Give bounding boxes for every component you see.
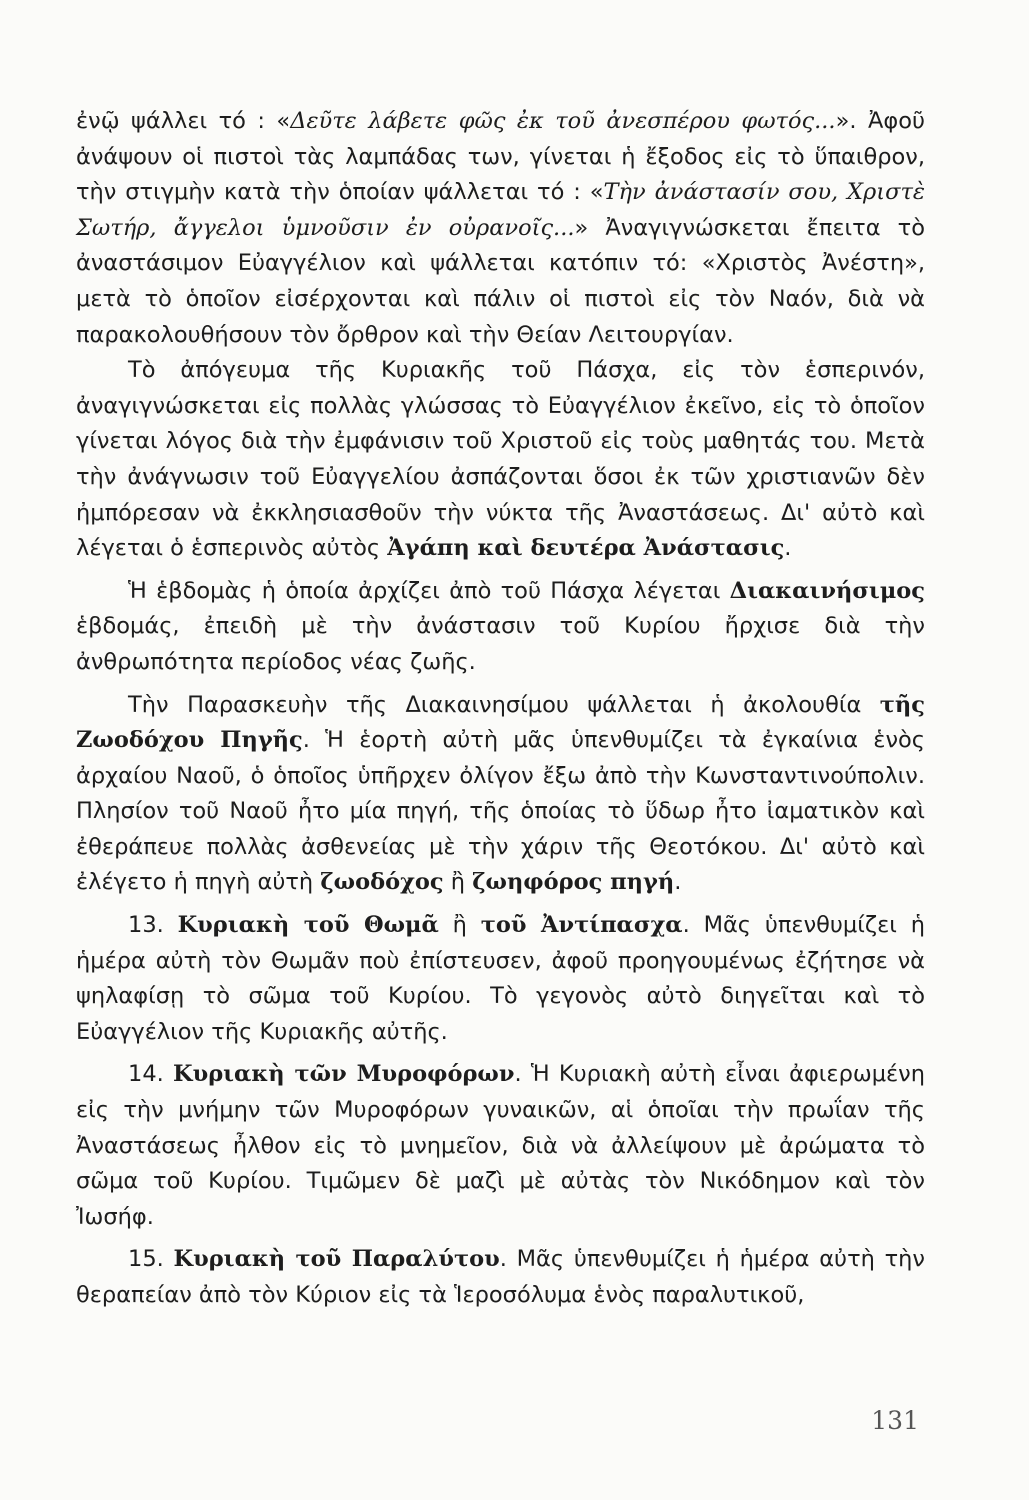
- page-text: [76, 104, 925, 1314]
- text-run: .: [784, 535, 792, 562]
- bold-term: ζωοδόχος: [320, 869, 444, 896]
- text-run: . Ἡ Κυριακὴ αὐτὴ εἶναι ἀφιερωμένη εἰς τὴν μνήμην τῶν Μυροφόρων γυναικῶν, αἱ ὁποῖαι τὴν πρωΐαν τῆς Ἀναστάσεως ἦλθον εἰς τὸ μνημεῖον, διὰ νὰ ἀλλείψουν μὲ ἀρώματα τὸ σῶμα τοῦ Κυρίου. Τιμῶμεν δὲ μαζὶ μὲ αὐτὰς τὸν Νικόδημον καὶ τὸν Ἰωσήφ.: [76, 1061, 925, 1230]
- bold-term: Κυριακὴ τοῦ Θωμᾶ: [177, 912, 439, 939]
- text-run: . Ἡ ἑορτὴ αὐτὴ μᾶς ὑπενθυμίζει τὰ ἐγκαίνια ἑνὸς ἀρχαίου Ναοῦ, ὁ ὁποῖος ὑπῆρχεν ὀλίγον ἔξω ἀπὸ τὴν Κωνσταντινούπολιν. Πλησίον τοῦ Ναοῦ ἦτο μία πηγή, τῆς ὁποίας τὸ ὕδωρ ἦτο ἰαματικὸν καὶ ἐθεράπευε πολλὰς ἀσθενείας μὲ τὴν χάριν τῆς Θεοτόκου. Δι' αὐτὸ καὶ ἐλέγετο ἡ πηγὴ αὐτὴ: [76, 727, 926, 896]
- text-run: Τὸ ἀπόγευμα τῆς Κυριακῆς τοῦ Πάσχα, εἰς τὸν ἑσπερινόν, ἀναγιγνώσκεται εἰς πολλὰς γλώσσας τὸ Εὐαγγέλιον ἐκεῖνο, εἰς τὸ ὁποῖον γίνεται λόγος διὰ τὴν ἐμφάνισιν τοῦ Χριστοῦ εἰς τοὺς μαθητάς του. Μετὰ τὴν ἀνάγνωσιν τοῦ Εὐαγγελίου ἀσπάζονται ὅσοι ἐκ τῶν χριστιανῶν δὲν ἠμπόρεσαν νὰ ἐκκλησιασθοῦν τὴν νύκτα τῆς Ἀναστάσεως. Δι' αὐτὸ καὶ λέγεται ὁ ἑσπερινὸς αὐτὸς: [76, 357, 925, 562]
- text-run: » Ἀναγιγνώσκεται ἔπειτα τὸ ἀναστάσιμον Εὐαγγέλιον καὶ ψάλλεται κατόπιν τό: «Χριστὸς Ἀνέστη», μετὰ τὸ ὁποῖον εἰσέρχονται καὶ πάλιν οἱ πιστοὶ εἰς τὸν Ναόν, διὰ νὰ παρακολουθήσουν τὸν ὄρθρον καὶ τὴν Θείαν Λειτουργίαν.: [76, 214, 925, 348]
- paragraph-myrrh-bearers: [76, 1057, 925, 1235]
- text-run: ἑβδομάς, ἐπειδὴ μὲ τὴν ἀνάστασιν τοῦ Κυρίου ἤρχισε διὰ τὴν ἀνθρωπότητα περίοδος νέας ζωῆς.: [76, 613, 925, 675]
- paragraph-renewal-week: [76, 574, 925, 681]
- text-run: ἢ: [438, 912, 481, 939]
- paragraph-easter-service: [76, 104, 925, 353]
- text-run: ἢ: [443, 869, 473, 896]
- page-number: 131: [871, 1406, 919, 1435]
- paragraph-easter-vespers: [76, 353, 925, 567]
- section-number: 15.: [128, 1246, 174, 1273]
- text-run: . Μᾶς ὑπενθυμίζει ἡ ἡμέρα αὐτὴ τὸν Θωμᾶν ποὺ ἐπίστευσεν, ἀφοῦ προηγουμένως ἐζήτησε νὰ ψηλαφίσῃ τὸ σῶμα τοῦ Κυρίου. Τὸ γεγονὸς αὐτὸ διηγεῖται καὶ τὸ Εὐαγγέλιον τῆς Κυριακῆς αὐτῆς.: [76, 912, 925, 1045]
- text-run: Τὴν Παρασκευὴν τῆς Διακαινησίμου ψάλλεται ἡ ἀκολουθία: [128, 691, 880, 718]
- text-run: .: [674, 869, 682, 896]
- section-number: 14.: [128, 1061, 174, 1088]
- bold-term: τῆς Ζωοδόχου Πηγῆς: [76, 691, 925, 754]
- section-number: 13.: [128, 912, 178, 939]
- bold-term: Διακαινήσιμος: [729, 577, 925, 604]
- bold-term: τοῦ Ἀντίπασχα: [480, 912, 683, 939]
- bold-term: ζωηφόρος πηγή: [472, 869, 675, 896]
- hymn-quote: Τὴν ἀνάστασίν σου, Χριστὲ Σωτήρ, ἄγγελοι ὑμνοῦσιν ἐν οὐρανοῖς...: [76, 179, 925, 241]
- bold-term: Κυριακὴ τῶν Μυροφόρων: [173, 1061, 515, 1088]
- paragraph-paralytic: [76, 1242, 925, 1313]
- paragraph-life-giving-spring: [76, 688, 925, 902]
- text-run: ἐνῷ ψάλλει τό : «: [76, 108, 291, 134]
- text-run: . Μᾶς ὑπενθυμίζει ἡ ἡμέρα αὐτὴ τὴν θεραπείαν ἀπὸ τὸν Κύριον εἰς τὰ Ἱεροσόλυμα ἑνὸς παραλυτικοῦ,: [76, 1246, 926, 1308]
- bold-term: Κυριακὴ τοῦ Παραλύτου: [173, 1246, 500, 1273]
- text-run: ». Ἀφοῦ ἀνάψουν οἱ πιστοὶ τὰς λαμπάδας των, γίνεται ἡ ἔξοδος εἰς τὸ ὕπαιθρον, τὴν στιγμὴν κατὰ τὴν ὁποίαν ψάλλεται τό : «: [76, 108, 926, 206]
- bold-term: Ἀγάπη καὶ δευτέρα Ἀνάστασις: [387, 535, 785, 562]
- paragraph-sunday-thomas: [76, 908, 925, 1050]
- text-run: Ἡ ἑβδομὰς ἡ ὁποία ἀρχίζει ἀπὸ τοῦ Πάσχα λέγεται: [128, 577, 730, 604]
- hymn-quote: Δεῦτε λάβετε φῶς ἐκ τοῦ ἀνεσπέρου φωτός...: [290, 108, 836, 134]
